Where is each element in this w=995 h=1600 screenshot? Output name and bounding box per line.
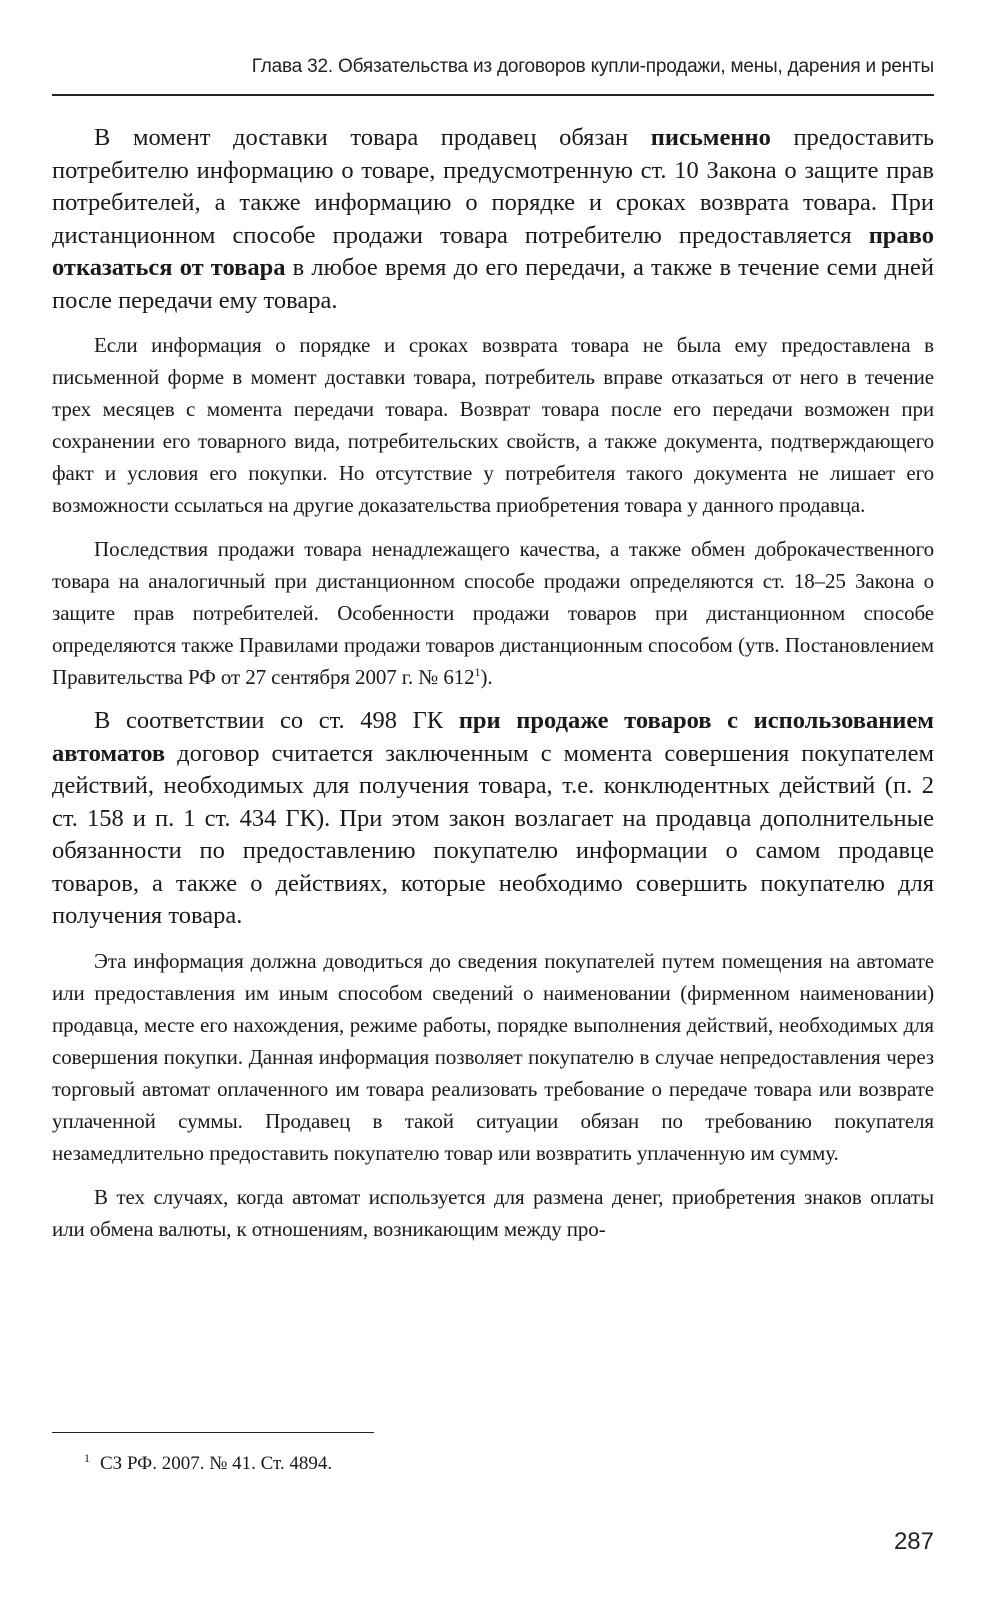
paragraph-1-bold-a: письменно bbox=[650, 124, 771, 151]
header-rule bbox=[52, 94, 934, 96]
paragraph-3 bbox=[52, 533, 934, 693]
running-head: Глава 32. Обязательства из договоров купли-продажи, мены, дарения и ренты bbox=[251, 56, 934, 77]
paragraph-4-text-a: В соответствии со ст. 498 ГК bbox=[94, 707, 459, 734]
paragraph-3-text: Последствия продажи товара ненадлежащего качества, а также обмен доброкачественного товара на аналогичный при дистанционном способе продажи определяются ст. 18–25 Закона о защите прав потребителей. Особенности продажи товаров при дистанционном способе определяются также Правилами продажи товаров дистанционным способом (утв. Постановлением Правительства РФ от 27 сентября 2007 г. № 612 bbox=[52, 537, 934, 689]
paragraph-4-bold: при продаже товаров с использованием автоматов bbox=[52, 707, 934, 767]
paragraph-3-end: ). bbox=[480, 665, 493, 689]
page-number: 287 bbox=[893, 1528, 934, 1555]
footnote-text: СЗ РФ. 2007. № 41. Ст. 4894. bbox=[100, 1453, 333, 1474]
footnote-reference: 1 bbox=[474, 665, 481, 679]
paragraph-4-text-b: договор считается заключенным с момента совершения покупателем действий, необходимых для получения товара, т.е. конклюдентных действий (п. 2 ст. 158 и п. 1 ст. 434 ГК). При этом закон возлагает на продавца дополнительные обязанности по предоставлению покупателю информации о самом продавце товаров, а также о действиях, которые необходимо совершить покупателю для получения товара. bbox=[52, 739, 934, 929]
paragraph-6: В тех случаях, когда автомат используется для размена денег, приобретения знаков оплаты или обмена валюты, к отношениям, возникающим между про- bbox=[52, 1184, 934, 1241]
footnote-rule bbox=[52, 1432, 374, 1433]
paragraph-1-text-c: в любое время до его передачи, а также в течение семи дней после передачи ему товара. bbox=[52, 254, 934, 314]
paragraph-1-text-b: предоставить потребителю информацию о товаре, предусмотренную ст. 10 Закона о защите прав потребителей, а также информацию о порядке и сроках возврата товара. При дистанционном способе продажи товара потребителю предоставляется bbox=[52, 124, 934, 249]
main-text bbox=[52, 122, 934, 1257]
paragraph-2: Если информация о порядке и сроках возврата товара не была ему предоставлена в письменной форме в момент доставки товара, потребитель вправе отказаться от него в течение трех месяцев с момента передачи товара. Возврат товара после его передачи возможен при сохранении его товарного вида, потребительских свойств, а также документа, подтверждающего факт и условия его покупки. Но отсутствие у потребителя такого документа не лишает его возможности ссылаться на другие доказательства приобретения товара у данного продавца. bbox=[52, 333, 934, 517]
paragraph-1-text-a: В момент доставки товара продавец обязан bbox=[94, 124, 651, 151]
paragraph-5: Эта информация должна доводиться до сведения покупателей путем помещения на автомате или предоставления им иным способом сведений о наименовании (фирменном наименовании) продавца, месте его нахождения, режиме работы, порядке выполнения действий, необходимых для совершения покупки. Данная информация позволяет покупателю в случае непредоставления через торговый автомат оплаченного им товара реализовать требование о передаче товара или возврате уплаченной суммы. Продавец в такой ситуации обязан по требованию покупателя незамедлительно предоставить покупателю товар или возвратить уплаченную им сумму. bbox=[52, 948, 934, 1165]
paragraph-4 bbox=[52, 705, 934, 933]
footnote bbox=[84, 1452, 332, 1476]
paragraph-1-bold-b: право отказаться от товара bbox=[52, 221, 934, 281]
footnote-mark: 1 bbox=[84, 1450, 90, 1465]
paragraph-1 bbox=[52, 122, 934, 317]
